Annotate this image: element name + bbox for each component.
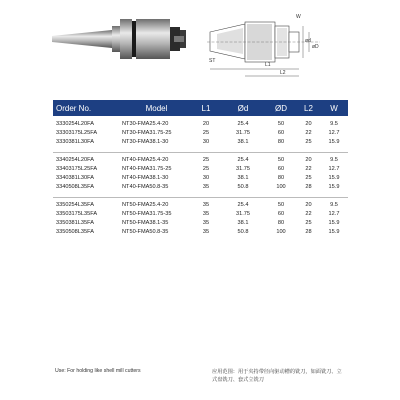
col-od-small: Ød	[237, 103, 249, 113]
cell-od-large: 50	[277, 201, 285, 208]
cell-order-no: 3340381L30FA	[56, 174, 94, 181]
cell-od-large: 50	[277, 156, 285, 163]
cell-od-large: 80	[277, 174, 285, 181]
cell-l1: 25	[202, 165, 210, 172]
cell-model: NT50-FMA25.4-20	[122, 201, 169, 208]
cell-l1: 20	[202, 120, 210, 127]
usage-text-en: Use: For holding like shell mill cutters	[55, 368, 141, 374]
cell-order-no: 3340508L35FA	[56, 183, 94, 190]
cell-w: 9.5	[330, 120, 338, 127]
cell-od-small: 25.4	[237, 120, 249, 127]
cell-l1: 35	[202, 183, 210, 190]
table-row	[53, 164, 348, 173]
od-small-label: ød	[305, 38, 311, 44]
cell-model: NT50-FMA50.8-35	[122, 228, 169, 235]
cell-od-small: 31.75	[236, 210, 250, 217]
table-row	[53, 209, 348, 218]
cell-od-large: 60	[277, 165, 285, 172]
cell-l1: 30	[202, 138, 210, 145]
cell-w: 12.7	[328, 129, 340, 136]
cell-od-small: 38.1	[237, 174, 249, 181]
cell-order-no: 33303175L25FA	[56, 129, 98, 136]
cell-l1: 25	[202, 156, 210, 163]
table-row	[53, 155, 348, 164]
cell-l2: 28	[305, 228, 312, 235]
table-row	[53, 128, 348, 137]
cell-l2: 25	[305, 138, 312, 145]
cell-l2: 25	[305, 219, 312, 226]
cell-l1: 35	[202, 219, 210, 226]
cell-od-large: 80	[277, 219, 285, 226]
cell-l2: 22	[305, 210, 312, 217]
table-row	[53, 218, 348, 227]
od-large-label: øD	[312, 44, 319, 50]
cell-od-large: 80	[277, 138, 285, 145]
cell-od-small: 31.75	[236, 165, 250, 172]
w-label: W	[296, 14, 301, 20]
cell-order-no: 3340254L20FA	[56, 156, 94, 163]
col-l2: L2	[304, 103, 313, 113]
cell-w: 12.7	[328, 210, 340, 217]
table-header	[53, 100, 348, 116]
cell-l1: 35	[202, 201, 210, 208]
usage-text-cn: 应用范围：用于夹持带径向驱动槽的铣刀，如面铣刀、立式盘铣刀、套式立铣刀	[212, 369, 342, 383]
cell-l2: 20	[305, 156, 312, 163]
table-body	[53, 119, 348, 236]
cell-model: NT40-FMA38.1-30	[122, 174, 169, 181]
table-row	[53, 119, 348, 128]
st-label: ST	[209, 58, 216, 64]
cell-model: NT30-FMA31.75-25	[122, 129, 172, 136]
table-group	[53, 119, 348, 146]
cell-l2: 22	[305, 165, 312, 172]
col-l1: L1	[201, 103, 211, 113]
cell-order-no: 3330254L20FA	[56, 120, 94, 127]
col-od-large: ØD	[275, 103, 287, 113]
cell-order-no: 3350254L35FA	[56, 201, 94, 208]
cell-order-no: 3350381L35FA	[56, 219, 94, 226]
cell-l2: 25	[305, 174, 312, 181]
cell-l2: 20	[305, 120, 312, 127]
cell-l2: 22	[305, 129, 312, 136]
table-row	[53, 137, 348, 146]
cell-model: NT40-FMA25.4-20	[122, 156, 169, 163]
cell-od-small: 38.1	[237, 138, 249, 145]
l2-label: L2	[280, 70, 286, 76]
l1-label: L1	[265, 62, 271, 68]
cell-order-no: 3350508L35FA	[56, 228, 94, 235]
cell-w: 15.9	[328, 219, 340, 226]
cell-model: NT30-FMA38.1-30	[122, 138, 169, 145]
col-order-no: Order No.	[56, 103, 92, 113]
table-row	[53, 227, 348, 236]
cell-l1: 35	[202, 228, 210, 235]
table-group	[53, 152, 348, 191]
cell-w: 15.9	[328, 228, 340, 235]
cell-od-large: 100	[276, 228, 286, 235]
table-row	[53, 173, 348, 182]
col-w: W	[330, 103, 338, 113]
cell-w: 12.7	[328, 165, 340, 172]
cell-w: 15.9	[328, 174, 340, 181]
cell-model: NT40-FMA31.75-25	[122, 165, 172, 172]
cell-l1: 35	[202, 210, 210, 217]
table-row	[53, 200, 348, 209]
cell-od-large: 50	[277, 120, 285, 127]
cell-od-small: 38.1	[237, 219, 249, 226]
cell-w: 9.5	[330, 156, 338, 163]
cell-od-small: 25.4	[237, 201, 249, 208]
cell-od-small: 50.8	[237, 183, 249, 190]
col-model: Model	[145, 103, 168, 113]
cell-w: 15.9	[328, 138, 340, 145]
cell-l1: 25	[202, 129, 210, 136]
technical-drawing	[205, 14, 345, 84]
cell-model: NT40-FMA50.8-35	[122, 183, 169, 190]
cell-od-small: 25.4	[237, 156, 249, 163]
cell-l1: 30	[202, 174, 210, 181]
cell-order-no: 3330381L30FA	[56, 138, 94, 145]
cell-model: NT50-FMA31.75-35	[122, 210, 172, 217]
cell-w: 9.5	[330, 201, 338, 208]
cell-order-no: 33403175L25FA	[56, 165, 98, 172]
table-row	[53, 182, 348, 191]
cell-w: 15.9	[328, 183, 340, 190]
cell-od-large: 60	[277, 129, 285, 136]
spec-table	[53, 100, 348, 236]
cell-l2: 28	[305, 183, 312, 190]
cell-model: NT50-FMA38.1-35	[122, 219, 169, 226]
table-group	[53, 197, 348, 236]
cell-l2: 20	[305, 201, 312, 208]
cell-model: NT30-FMA25.4-20	[122, 120, 169, 127]
cell-od-large: 60	[277, 210, 285, 217]
cell-order-no: 33503175L35FA	[56, 210, 98, 217]
cell-od-small: 50.8	[237, 228, 249, 235]
cell-od-large: 100	[276, 183, 286, 190]
cell-od-small: 31.75	[236, 129, 250, 136]
tool-holder-photo	[50, 14, 200, 64]
